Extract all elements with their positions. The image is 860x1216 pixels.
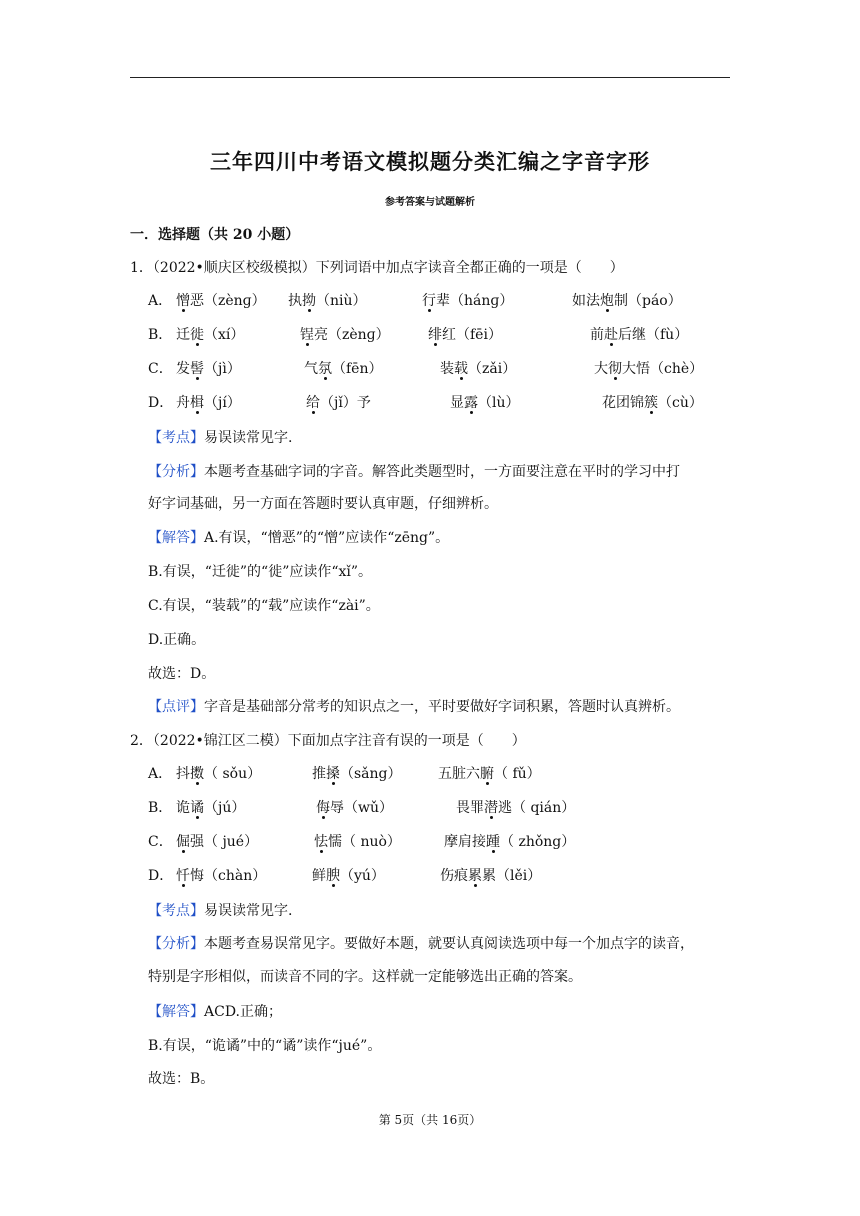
emphasis-dot-char: 徙: [190, 327, 204, 343]
q2-jieda: [148, 1002, 282, 1022]
option-a-word-2: 推搡（sǎng）: [312, 766, 402, 782]
emphasis-dot-char: 谲: [190, 800, 204, 816]
option-b-word-1: 诡谲（jú）: [176, 800, 246, 816]
option-b-word-1: 迁徙（xí）: [176, 327, 245, 343]
option-c-word-4: 大彻大悟（chè）: [594, 361, 704, 377]
emphasis-dot-char: 绯: [428, 327, 442, 343]
kaodian-text: 易误读常见字.: [204, 430, 293, 446]
option-a-label: A．: [148, 766, 173, 782]
option-c-word-2: 气氛（fēn）: [304, 361, 383, 377]
option-d-label: D．: [148, 868, 174, 884]
option-a-word-1: 抖擞（ sǒu）: [176, 766, 262, 782]
q1-kaodian: [148, 428, 292, 448]
jieda-text: ACD.正确；: [204, 1004, 282, 1020]
option-b-word-4: 前赴后继（fù）: [590, 327, 689, 343]
option-a-word-3: 行辈（hánɡ）: [422, 293, 514, 309]
emphasis-dot-char: 露: [464, 395, 478, 411]
q1-dianping: [148, 697, 680, 717]
option-c-word-1: 发髻（jì）: [176, 361, 241, 377]
emphasis-dot-char: 髻: [190, 361, 204, 377]
emphasis-dot-char: 腴: [326, 868, 340, 884]
option-a-word-4: 如法炮制（páo）: [572, 293, 682, 309]
q1-jieda-b: B.有误，“迁徙”的“徙”应读作“xǐ”。: [148, 564, 373, 580]
jieda-text: A.有误，“憎恶”的“憎”应读作“zēng”。: [204, 530, 450, 546]
q1-jieda: [148, 528, 449, 548]
emphasis-dot-char: 踵: [486, 834, 500, 850]
q1-answer: 故选：D。: [148, 666, 216, 682]
option-d-word-1: 舟楫（jí）: [176, 395, 241, 411]
option-b-word-2: 锃亮（zènɡ）: [300, 327, 390, 343]
option-c-word-1: 倔强（ jué）: [176, 834, 259, 850]
emphasis-dot-char: 赴: [604, 327, 618, 343]
option-b-word-3: 绯红（fēi）: [428, 327, 502, 343]
emphasis-dot-char: 怯: [314, 834, 328, 850]
page-subtitle: 参考答案与试题解析: [385, 197, 475, 208]
emphasis-dot-char: 拗: [302, 293, 316, 309]
fenxi-tag: 【分析】: [148, 936, 204, 952]
option-d-word-2: 鲜腴（yú）: [312, 868, 385, 884]
fenxi-tag: 【分析】: [148, 464, 204, 480]
option-a-label: A．: [148, 293, 173, 309]
emphasis-dot-char: 忏: [176, 868, 190, 884]
q1-fenxi-cont: 好字词基础，另一方面在答题时要认真审题，仔细辨析。: [148, 496, 498, 512]
option-d-word-3: 显露（lù）: [450, 395, 520, 411]
page-footer: 第 5页（共 16页）: [378, 1113, 482, 1127]
option-d-word-3: 伤痕累累（lěi）: [440, 868, 542, 884]
q2-answer: 故选：B。: [148, 1071, 215, 1087]
option-b-label: B．: [148, 327, 173, 343]
emphasis-dot-char: 搡: [326, 766, 340, 782]
emphasis-dot-char: 炮: [600, 293, 614, 309]
emphasis-dot-char: 侮: [316, 800, 330, 816]
option-c-label: C．: [148, 361, 173, 377]
dianping-tag: 【点评】: [148, 699, 204, 715]
question-1-stem: 1．（2022•顺庆区校级模拟）下列词语中加点字读音全都正确的一项是（ ）: [130, 260, 624, 276]
q1-jieda-c: C.有误，“装载”的“载”应读作“zài”。: [148, 598, 380, 614]
option-c-word-3: 摩肩接踵（ zhǒng）: [444, 834, 576, 850]
option-b-label: B．: [148, 800, 173, 816]
kaodian-tag: 【考点】: [148, 903, 204, 919]
option-b-word-2: 侮辱（wǔ）: [316, 800, 393, 816]
dianping-text: 字音是基础部分常考的知识点之一，平时要做好字词积累，答题时认真辨析。: [204, 699, 680, 715]
emphasis-dot-char: 擞: [190, 766, 204, 782]
option-a-word-2: 执拗（niù）: [288, 293, 367, 309]
option-c-label: C．: [148, 834, 173, 850]
emphasis-dot-char: 簇: [644, 395, 658, 411]
option-a-word-1: 憎恶（zènɡ）: [176, 293, 266, 309]
emphasis-dot-char: 腑: [480, 766, 494, 782]
emphasis-dot-char: 行: [422, 293, 436, 309]
emphasis-dot-char: 氛: [318, 361, 332, 377]
fenxi-text: 本题考查易误常见字。要做好本题，就要认真阅读选项中每一个加点字的读音，: [204, 936, 694, 952]
emphasis-dot-char: 累: [468, 868, 482, 884]
emphasis-dot-char: 彻: [608, 361, 622, 377]
option-d-word-4: 花团锦簇（cù）: [602, 395, 703, 411]
q2-fenxi: [148, 934, 694, 954]
q2-fenxi-cont: 特别是字形相似，而读音不同的字。这样就一定能够选出正确的答案。: [148, 969, 582, 985]
option-a-word-3: 五脏六腑（ fǔ）: [438, 766, 541, 782]
q2-jieda-b: B.有误，“诡谲”中的“谲”读作“jué”。: [148, 1038, 382, 1054]
question-2-stem: 2．（2022•锦江区二模）下面加点字注音有误的一项是（ ）: [130, 733, 526, 749]
option-b-word-3: 畏罪潜逃（ qián）: [456, 800, 576, 816]
emphasis-dot-char: 给: [306, 395, 320, 411]
kaodian-text: 易误读常见字.: [204, 903, 293, 919]
q1-fenxi: [148, 462, 680, 482]
emphasis-dot-char: 楫: [190, 395, 204, 411]
option-d-label: D．: [148, 395, 174, 411]
kaodian-tag: 【考点】: [148, 430, 204, 446]
option-d-word-1: 忏悔（chàn）: [176, 868, 267, 884]
page-title: 三年四川中考语文模拟题分类汇编之字音字形: [210, 149, 650, 174]
emphasis-dot-char: 载: [454, 361, 468, 377]
emphasis-dot-char: 憎: [176, 293, 190, 309]
emphasis-dot-char: 倔: [176, 834, 190, 850]
header-rule: [130, 77, 730, 78]
emphasis-dot-char: 潜: [484, 800, 498, 816]
jieda-tag: 【解答】: [148, 1004, 204, 1020]
option-c-word-3: 装载（zǎi）: [440, 361, 517, 377]
emphasis-dot-char: 锃: [300, 327, 314, 343]
option-d-word-2: 给（jǐ）予: [306, 395, 371, 411]
section-heading: 一．选择题（共 20 小题）: [130, 227, 300, 243]
q2-kaodian: [148, 901, 292, 921]
fenxi-text: 本题考查基础字词的字音。解答此类题型时，一方面要注意在平时的学习中打: [204, 464, 680, 480]
q1-jieda-d: D.正确。: [148, 632, 206, 648]
option-c-word-2: 怯懦（ nuò）: [314, 834, 401, 850]
jieda-tag: 【解答】: [148, 530, 204, 546]
